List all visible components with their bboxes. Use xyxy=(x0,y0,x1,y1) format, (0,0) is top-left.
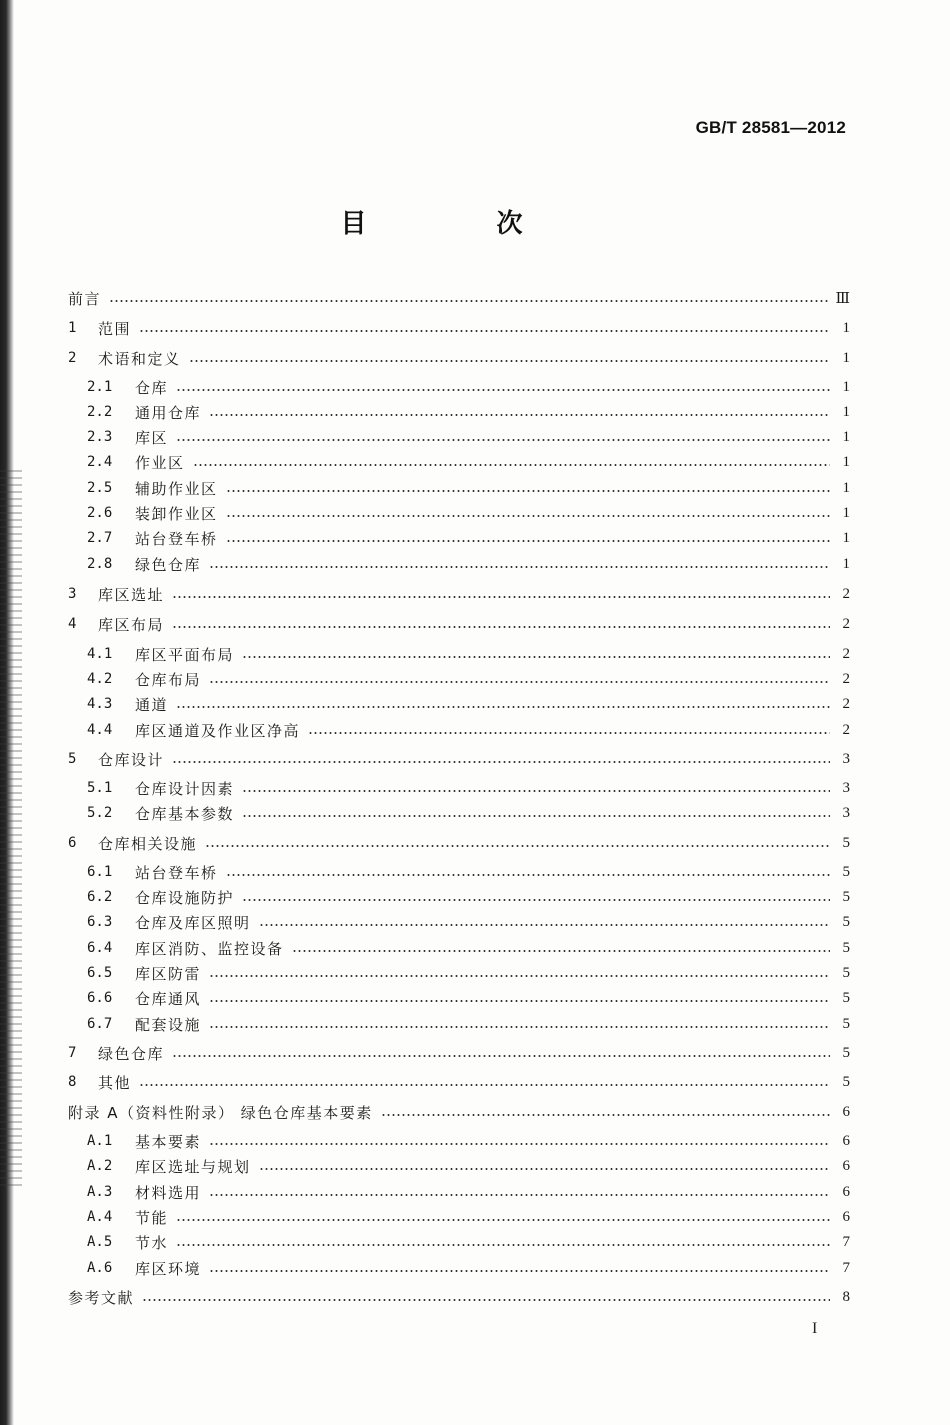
toc-entry-page-number: 2 xyxy=(842,585,850,602)
toc-subentry[interactable] xyxy=(68,936,850,960)
toc-entry-number: 5.1 xyxy=(87,780,113,796)
toc-entry-page-number: 1 xyxy=(842,479,850,496)
toc-entry-page-number: 2 xyxy=(842,615,850,632)
toc-entry-page-number: 5 xyxy=(842,1044,850,1061)
toc-entry-page-number: 1 xyxy=(842,349,850,366)
toc-entry-page-number: 6 xyxy=(842,1183,850,1200)
dot-leader xyxy=(139,330,830,332)
dot-leader xyxy=(242,899,830,901)
dot-leader xyxy=(209,1143,830,1145)
dot-leader xyxy=(259,1168,830,1170)
dot-leader xyxy=(226,515,830,517)
toc-entry-label: 材料选用 xyxy=(135,1183,202,1202)
toc-entry-label: 库区平面布局 xyxy=(135,645,235,664)
dot-leader xyxy=(381,1114,830,1116)
toc-entry-label: 装卸作业区 xyxy=(135,504,218,523)
toc-entry-number: 2.4 xyxy=(87,454,113,470)
toc-entry-label: 前言 xyxy=(68,289,102,308)
page-folio: I xyxy=(812,1320,818,1337)
dot-leader xyxy=(176,389,830,391)
toc-entry-label: 其他 xyxy=(98,1073,132,1092)
toc-entry-number: 6.2 xyxy=(87,889,113,905)
toc-entry-page-number: 5 xyxy=(842,1015,850,1032)
toc-entry-page-number: 2 xyxy=(842,721,850,738)
scan-speckle xyxy=(0,470,22,1190)
toc-entry-page-number: 6 xyxy=(842,1208,850,1225)
toc-subentry[interactable] xyxy=(68,400,850,424)
toc-entry-page-number: 2 xyxy=(842,645,850,662)
toc-entry-label: 通道 xyxy=(135,695,169,714)
toc-entry-page-number: 5 xyxy=(842,964,850,981)
toc-entry-number: A.2 xyxy=(87,1158,113,1174)
toc-entry-page-number: 5 xyxy=(842,989,850,1006)
toc-entry-number: 5.2 xyxy=(87,805,113,821)
toc-entry-page-number: 3 xyxy=(842,804,850,821)
toc-subentry[interactable] xyxy=(68,692,850,716)
dot-leader xyxy=(205,845,830,847)
toc-entry-label: 仓库 xyxy=(135,378,169,397)
toc-entry[interactable] xyxy=(68,1285,850,1309)
toc-entry-number: 4.2 xyxy=(87,671,113,687)
toc-entry-number: A.4 xyxy=(87,1209,113,1225)
toc-entry-label: 仓库通风 xyxy=(135,989,202,1008)
toc-entry[interactable] xyxy=(68,316,850,340)
toc-entry-number: A.6 xyxy=(87,1260,113,1276)
dot-leader xyxy=(172,596,830,598)
toc-entry-number: 1 xyxy=(68,320,77,336)
toc-entry-number: 2.2 xyxy=(87,404,113,420)
toc-entry-label: 绿色仓库 xyxy=(98,1044,165,1063)
toc-entry-number: 2.6 xyxy=(87,505,113,521)
toc-entry-number: 2.7 xyxy=(87,530,113,546)
toc-subentry[interactable] xyxy=(68,667,850,691)
toc-entry-number: 7 xyxy=(68,1045,77,1061)
dot-leader xyxy=(176,1244,830,1246)
toc-entry-number: A.1 xyxy=(87,1133,113,1149)
toc-entry-label: 术语和定义 xyxy=(98,349,181,368)
dot-leader xyxy=(172,626,830,628)
toc-subentry[interactable] xyxy=(68,476,850,500)
toc-entry-number: 6.1 xyxy=(87,864,113,880)
toc-entry-page-number: Ⅲ xyxy=(835,290,850,307)
dot-leader xyxy=(226,540,830,542)
dot-leader xyxy=(109,300,828,302)
toc-entry-label: 站台登车桥 xyxy=(135,863,218,882)
dot-leader xyxy=(142,1299,830,1301)
dot-leader xyxy=(242,815,830,817)
toc-subentry[interactable] xyxy=(68,885,850,909)
dot-leader xyxy=(209,1000,830,1002)
toc-entry-label: 辅助作业区 xyxy=(135,479,218,498)
toc-entry-number: 6.6 xyxy=(87,990,113,1006)
toc-entry[interactable] xyxy=(68,1041,850,1065)
dot-leader xyxy=(209,975,830,977)
toc-entry-label: 仓库及库区照明 xyxy=(135,913,251,932)
toc-entry-number: 6 xyxy=(68,835,77,851)
toc-entry-label: 节水 xyxy=(135,1233,169,1252)
toc-subentry[interactable] xyxy=(68,526,850,550)
toc-entry-page-number: 5 xyxy=(842,913,850,930)
dot-leader xyxy=(193,464,830,466)
toc-subentry[interactable] xyxy=(68,776,850,800)
toc-entry-number: 4.1 xyxy=(87,646,113,662)
toc-entry-number: A.5 xyxy=(87,1234,113,1250)
dot-leader xyxy=(209,1026,830,1028)
toc-entry-label: 库区布局 xyxy=(98,615,165,634)
toc-entry-label: 库区环境 xyxy=(135,1259,202,1278)
toc-subentry[interactable] xyxy=(68,1230,850,1254)
toc-entry-page-number: 7 xyxy=(842,1233,850,1250)
toc-entry[interactable] xyxy=(68,1070,850,1094)
toc-entry-label: 库区选址与规划 xyxy=(135,1157,251,1176)
toc-entry-label: 仓库设施防护 xyxy=(135,888,235,907)
dot-leader xyxy=(176,439,830,441)
toc-entry-label: 通用仓库 xyxy=(135,403,202,422)
toc-entry-label: 仓库布局 xyxy=(135,670,202,689)
toc-entry-label: 库区防雷 xyxy=(135,964,202,983)
toc-subentry[interactable] xyxy=(68,1012,850,1036)
toc-entry-page-number: 2 xyxy=(842,670,850,687)
toc-entry-page-number: 1 xyxy=(842,428,850,445)
toc-entry-page-number: 5 xyxy=(842,863,850,880)
toc-subentry[interactable] xyxy=(68,1256,850,1280)
toc-entry-label: 仓库相关设施 xyxy=(98,834,198,853)
toc-entry-number: 4 xyxy=(68,616,77,632)
dot-leader xyxy=(209,681,830,683)
dot-leader xyxy=(172,1055,830,1057)
toc-entry-page-number: 3 xyxy=(842,779,850,796)
toc-subentry[interactable] xyxy=(68,1129,850,1153)
toc-entry-page-number: 1 xyxy=(842,378,850,395)
toc-entry-number: 2.3 xyxy=(87,429,113,445)
standard-code: GB/T 28581—2012 xyxy=(695,118,846,137)
toc-subentry[interactable] xyxy=(68,375,850,399)
toc-entry-number: 2.1 xyxy=(87,379,113,395)
toc-entry-page-number: 5 xyxy=(842,939,850,956)
toc-entry-page-number: 2 xyxy=(842,695,850,712)
toc-entry-label: 库区通道及作业区净高 xyxy=(135,721,301,740)
dot-leader xyxy=(209,566,830,568)
dot-leader xyxy=(209,414,830,416)
toc-entry-page-number: 1 xyxy=(842,504,850,521)
toc-entry-number: 6.4 xyxy=(87,940,113,956)
toc-subentry[interactable] xyxy=(68,801,850,825)
toc-entry-number: 2.8 xyxy=(87,556,113,572)
toc-entry-label: 节能 xyxy=(135,1208,169,1227)
dot-leader xyxy=(209,1270,830,1272)
toc-entry-number: 4.3 xyxy=(87,696,113,712)
toc-entry-label: 库区选址 xyxy=(98,585,165,604)
toc-entry-number: 8 xyxy=(68,1074,77,1090)
toc-entry-page-number: 1 xyxy=(842,529,850,546)
toc-subentry[interactable] xyxy=(68,986,850,1010)
dot-leader xyxy=(176,1219,830,1221)
toc-entry-label: 基本要素 xyxy=(135,1132,202,1151)
toc-entry[interactable] xyxy=(68,612,850,636)
dot-leader xyxy=(209,1194,830,1196)
toc-entry-page-number: 6 xyxy=(842,1157,850,1174)
toc-subentry[interactable] xyxy=(68,961,850,985)
toc-entry-number: 4.4 xyxy=(87,722,113,738)
toc-entry-number: 5 xyxy=(68,751,77,767)
toc-entry-label: 附录 A（资料性附录） 绿色仓库基本要素 xyxy=(68,1103,373,1122)
page-title: 目 次 xyxy=(340,209,575,239)
toc-subentry[interactable] xyxy=(68,1180,850,1204)
toc-subentry[interactable] xyxy=(68,860,850,884)
dot-leader xyxy=(259,924,830,926)
toc-entry-label: 站台登车桥 xyxy=(135,529,218,548)
toc-entry-label: 仓库基本参数 xyxy=(135,804,235,823)
dot-leader xyxy=(226,490,830,492)
toc-entry-page-number: 1 xyxy=(842,453,850,470)
toc-entry-label: 配套设施 xyxy=(135,1015,202,1034)
dot-leader xyxy=(172,761,830,763)
toc-entry-page-number: 5 xyxy=(842,888,850,905)
toc-entry-number: A.3 xyxy=(87,1184,113,1200)
toc-entry-label: 参考文献 xyxy=(68,1288,135,1307)
toc-entry-number: 6.5 xyxy=(87,965,113,981)
toc-subentry[interactable] xyxy=(68,910,850,934)
toc-entry-number: 6.7 xyxy=(87,1016,113,1032)
toc-subentry[interactable] xyxy=(68,1154,850,1178)
toc-entry[interactable] xyxy=(68,747,850,771)
toc-entry-page-number: 8 xyxy=(842,1288,850,1305)
toc-entry[interactable] xyxy=(68,582,850,606)
toc-entry[interactable] xyxy=(68,1100,850,1124)
dot-leader xyxy=(189,360,830,362)
toc-entry-number: 2 xyxy=(68,350,77,366)
toc-subentry[interactable] xyxy=(68,450,850,474)
toc-subentry[interactable] xyxy=(68,425,850,449)
toc-entry-label: 仓库设计 xyxy=(98,750,165,769)
toc-subentry[interactable] xyxy=(68,501,850,525)
toc-entry-page-number: 5 xyxy=(842,834,850,851)
dot-leader xyxy=(308,732,830,734)
toc-subentry[interactable] xyxy=(68,552,850,576)
toc-entry-page-number: 5 xyxy=(842,1073,850,1090)
toc-entry[interactable] xyxy=(68,286,850,310)
toc-entry-page-number: 6 xyxy=(842,1103,850,1120)
dot-leader xyxy=(176,706,830,708)
dot-leader xyxy=(242,656,830,658)
toc-entry-label: 库区消防、监控设备 xyxy=(135,939,284,958)
toc-entry-number: 3 xyxy=(68,586,77,602)
toc-subentry[interactable] xyxy=(68,718,850,742)
toc-entry-label: 作业区 xyxy=(135,453,185,472)
toc-entry-label: 绿色仓库 xyxy=(135,555,202,574)
toc-entry-page-number: 1 xyxy=(842,319,850,336)
toc-entry-page-number: 1 xyxy=(842,555,850,572)
toc-entry-page-number: 6 xyxy=(842,1132,850,1149)
dot-leader xyxy=(242,790,830,792)
toc-entry-number: 6.3 xyxy=(87,914,113,930)
toc-entry[interactable] xyxy=(68,831,850,855)
toc-entry-label: 范围 xyxy=(98,319,132,338)
toc-entry-page-number: 7 xyxy=(842,1259,850,1276)
toc-subentry[interactable] xyxy=(68,642,850,666)
dot-leader xyxy=(292,950,830,952)
toc-entry[interactable] xyxy=(68,346,850,370)
toc-entry-label: 库区 xyxy=(135,428,169,447)
toc-entry-page-number: 3 xyxy=(842,750,850,767)
toc-entry-number: 2.5 xyxy=(87,480,113,496)
toc-entry-label: 仓库设计因素 xyxy=(135,779,235,798)
dot-leader xyxy=(139,1084,830,1086)
dot-leader xyxy=(226,874,830,876)
toc-entry-page-number: 1 xyxy=(842,403,850,420)
toc-subentry[interactable] xyxy=(68,1205,850,1229)
